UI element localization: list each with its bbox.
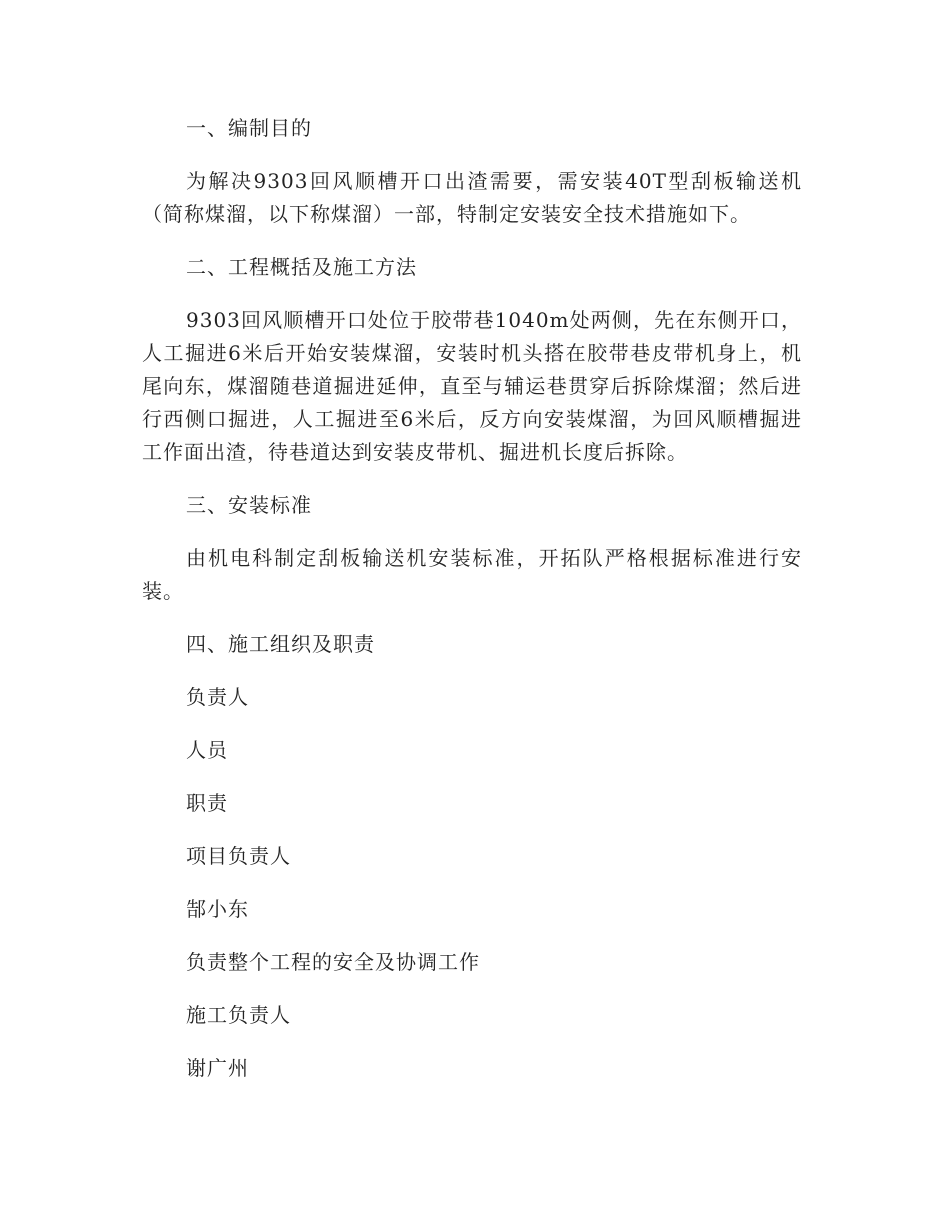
section-heading: 一、编制目的 [186,116,312,140]
org-line: 项目负责人 [186,844,291,868]
org-line: 职责 [186,791,228,815]
document-page [142,112,802,1105]
section-paragraph: 9303回风顺槽开口处位于胶带巷1040m处两侧，先在东侧开口，人工掘进6米后开始安装煤溜，安装时机头搭在胶带巷皮带机身上，机尾向东，煤溜随巷道掘进延伸，直至与辅运巷贯穿后拆除煤溜；然后进行西侧口掘进，人工掘进至6米后，反方向安装煤溜，为回风顺槽掘进工作面出渣，待巷道达到安装皮带机、掘进机长度后拆除。 [142,308,802,464]
org-line: 负责整个工程的安全及协调工作 [186,950,480,974]
section-heading: 三、安装标准 [186,493,312,517]
org-line: 郜小东 [186,897,249,921]
org-line: 施工负责人 [186,1003,291,1027]
section-paragraph: 由机电科制定刮板输送机安装标准，开拓队严格根据标准进行安装。 [142,546,802,603]
org-line: 负责人 [186,685,249,709]
org-line: 人员 [186,738,228,762]
section-heading: 二、工程概括及施工方法 [186,255,417,279]
section-heading: 四、施工组织及职责 [186,632,375,656]
section-paragraph: 为解决9303回风顺槽开口出渣需要，需安装40T型刮板输送机（简称煤溜，以下称煤溜）一部，特制定安装安全技术措施如下。 [142,169,802,226]
org-line: 谢广州 [186,1056,249,1080]
